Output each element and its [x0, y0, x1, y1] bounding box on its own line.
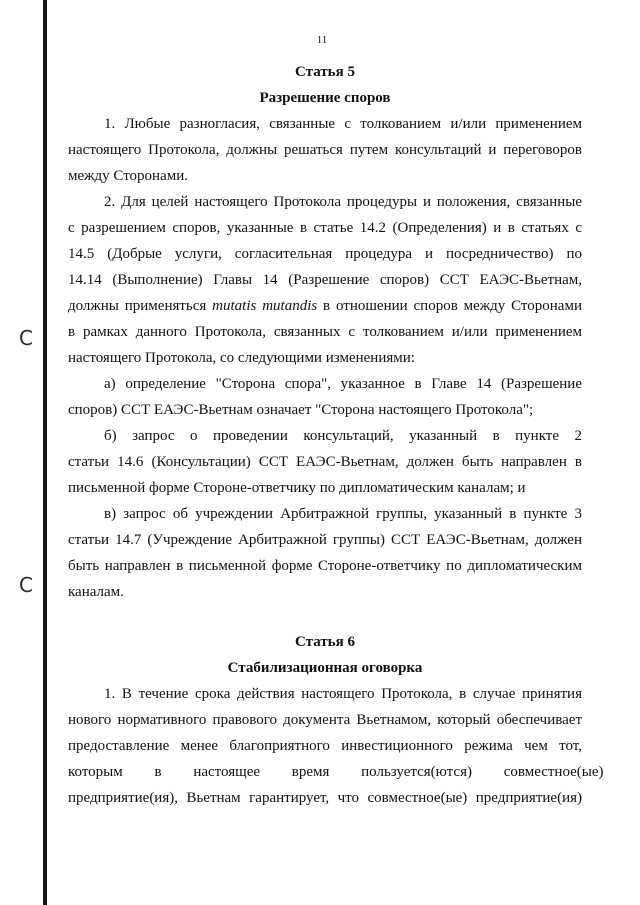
text-line: письменной форме Стороне-ответчику по дипломатическим каналам; и [68, 480, 526, 496]
text-line: 2. Для целей настоящего Протокола процедуры и положения, связанные [104, 194, 582, 210]
article-5-paragraph-2 [68, 189, 582, 371]
text-line: в рамках данного Протокола, связанных с толкованием и/или применением [68, 324, 582, 340]
text-line: между Сторонами. [68, 168, 189, 184]
punch-hole-mark: C [19, 326, 33, 350]
text-line: 14.14 (Выполнение) Главы 14 (Разрешение споров) ССТ ЕАЭС-Вьетнам, [68, 272, 582, 288]
document-body [68, 59, 604, 811]
text-line: статьи 14.7 (Учреждение Арбитражной группы) ССТ ЕАЭС-Вьетнам, должен [68, 532, 582, 548]
article-5-paragraph-1 [68, 111, 582, 189]
italic-latin-term: mutatis mutandis [212, 298, 318, 314]
text-line: предприятие(ия), Вьетнам гарантирует, что совместное(ые) предприятие(ия) [68, 790, 582, 806]
article-6-subtitle: Стабилизационная оговорка [227, 660, 423, 676]
article-5-subtitle: Разрешение споров [259, 90, 391, 106]
text-segment: в отношении споров между Сторонами [317, 298, 582, 314]
text-line: нового нормативного правового документа Вьетнамом, который обеспечивает [68, 712, 582, 728]
list-item-c [68, 501, 582, 605]
text-line: статьи 14.6 (Консультации) ССТ ЕАЭС-Вьетнам, должен быть направлен в [68, 454, 582, 470]
text-line [68, 293, 582, 319]
text-line: настоящего Протокола, со следующими изменениями: [68, 350, 415, 366]
text-line: предоставление менее благоприятного инвестиционного режима чем тот, [68, 738, 582, 754]
text-line: 1. Любые разногласия, связанные с толкованием и/или применением [104, 116, 582, 132]
text-line: настоящего Протокола, должны решаться путем консультаций и переговоров [68, 142, 582, 158]
article-5-title: Статья 5 [295, 64, 355, 80]
text-line: споров) ССТ ЕАЭС-Вьетнам означает "Сторона настоящего Протокола"; [68, 402, 534, 418]
article-6-title: Статья 6 [295, 634, 355, 650]
binding-edge [43, 0, 47, 905]
list-item-b [68, 423, 582, 501]
page-number: 11 [316, 34, 328, 46]
text-line: в) запрос об учреждении Арбитражной группы, указанный в пункте 3 [104, 506, 582, 522]
text-line: быть направлен в письменной форме Стороне-ответчику по дипломатическим [68, 558, 582, 574]
text-line: которым в настоящее время пользуется(ются) совместное(ые) [68, 764, 604, 780]
list-item-a [68, 371, 582, 423]
section-gap [68, 605, 582, 629]
text-line: а) определение "Сторона спора", указанное в Главе 14 (Разрешение [104, 376, 582, 392]
text-line: 1. В течение срока действия настоящего Протокола, в случае принятия [104, 686, 582, 702]
text-line: каналам. [68, 584, 124, 600]
punch-hole-mark: C [19, 573, 33, 597]
article-6-paragraph-1 [68, 681, 604, 811]
text-line: с разрешением споров, указанные в статье 14.2 (Определения) и в статьях с [68, 220, 582, 236]
text-segment: должны применяться [68, 298, 213, 314]
text-line: б) запрос о проведении консультаций, указанный в пункте 2 [104, 428, 582, 444]
text-line: 14.5 (Добрые услуги, согласительная процедура и посредничество) по [68, 246, 582, 262]
